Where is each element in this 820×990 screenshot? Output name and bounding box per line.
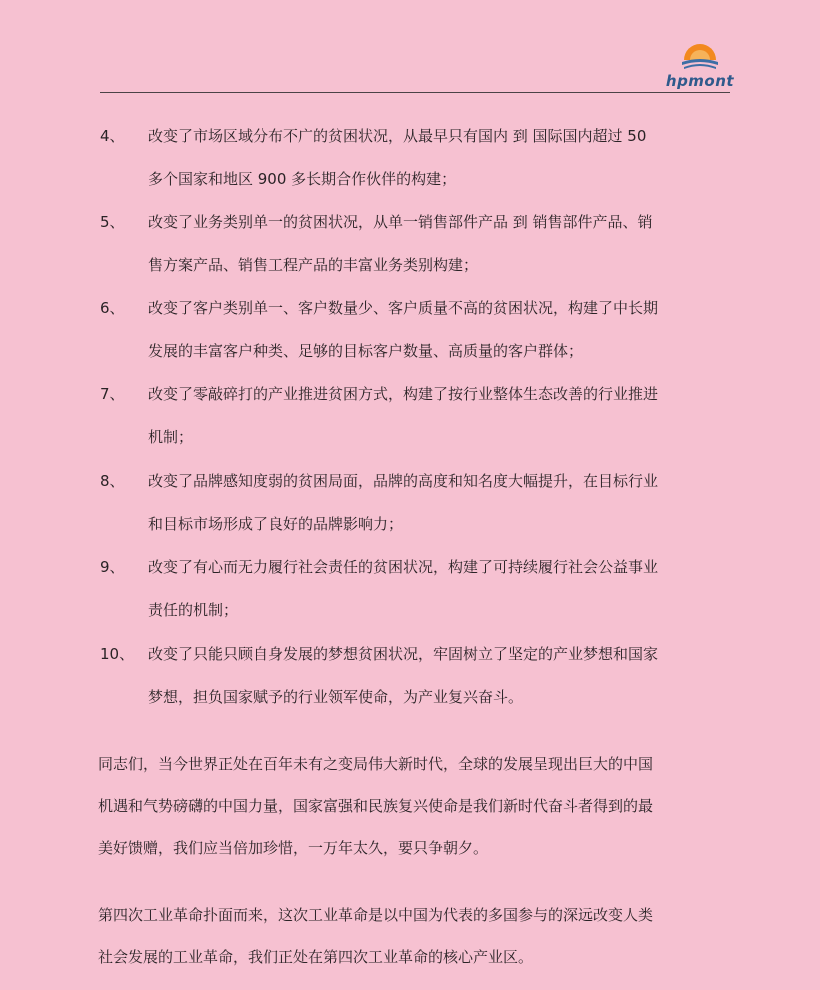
list-item-line: 改变了市场区域分布不广的贫困状况，从最早只有国内 到 国际国内超过 50 [148, 127, 647, 145]
header-divider [100, 92, 730, 93]
list-item-line: 发展的丰富客户种类、足够的目标客户数量、高质量的客户群体； [148, 342, 584, 360]
list-item-number: 6、 [100, 299, 125, 317]
paragraph-line: 第四次工业革命扑面而来，这次工业革命是以中国为代表的多国参与的深远改变人类 [98, 906, 654, 924]
paragraph-line: 同志们，当今世界正处在百年未有之变局伟大新时代，全球的发展呈现出巨大的中国 [98, 755, 654, 773]
company-logo [664, 40, 736, 92]
list-item-number: 10、 [100, 645, 135, 663]
paragraph-industrial-revolution [98, 905, 728, 989]
list-item-number: 4、 [100, 127, 125, 145]
list-item-number: 5、 [100, 213, 125, 231]
list-item-number: 8、 [100, 472, 125, 490]
list-item-text [148, 384, 723, 447]
list-item-line: 多个国家和地区 900 多长期合作伙伴的构建； [148, 170, 457, 188]
list-item-text [148, 126, 723, 189]
list-item-line: 和目标市场形成了良好的品牌影响力； [148, 515, 404, 533]
list-item-text [148, 471, 723, 534]
list-item-line: 改变了只能只顾自身发展的梦想贫困状况，牢固树立了坚定的产业梦想和国家 [148, 645, 659, 663]
list-item-text [148, 644, 723, 707]
list-item-line: 机制； [148, 428, 194, 446]
rising-sun-icon [682, 40, 718, 72]
list-item-text [148, 557, 723, 620]
list-item-text [148, 298, 723, 361]
paragraph-line: 机遇和气势磅礴的中国力量，国家富强和民族复兴使命是我们新时代奋斗者得到的最 [98, 797, 654, 815]
list-item-line: 改变了客户类别单一、客户数量少、客户质量不高的贫困状况，构建了中长期 [148, 299, 659, 317]
list-item-line: 责任的机制； [148, 601, 239, 619]
list-item-line: 售方案产品、销售工程产品的丰富业务类别构建； [148, 256, 479, 274]
list-item-number: 7、 [100, 385, 125, 403]
list-item-number: 9、 [100, 558, 125, 576]
paragraph-line: 美好馈赠，我们应当倍加珍惜，一万年太久，要只争朝夕。 [98, 839, 489, 857]
paragraph-comrades [98, 754, 728, 880]
logo-wordmark: hpmont [665, 72, 735, 90]
list-item-line: 改变了有心而无力履行社会责任的贫困状况，构建了可持续履行社会公益事业 [148, 558, 659, 576]
list-item-line: 改变了零敲碎打的产业推进贫困方式，构建了按行业整体生态改善的行业推进 [148, 385, 659, 403]
list-item-line: 改变了业务类别单一的贫困状况，从单一销售部件产品 到 销售部件产品、销 [148, 213, 653, 231]
paragraph-line: 社会发展的工业革命，我们正处在第四次工业革命的核心产业区。 [98, 948, 534, 966]
list-item-text [148, 212, 723, 275]
list-item-line: 改变了品牌感知度弱的贫困局面，品牌的高度和知名度大幅提升，在目标行业 [148, 472, 659, 490]
list-item-line: 梦想，担负国家赋予的行业领军使命，为产业复兴奋斗。 [148, 688, 524, 706]
